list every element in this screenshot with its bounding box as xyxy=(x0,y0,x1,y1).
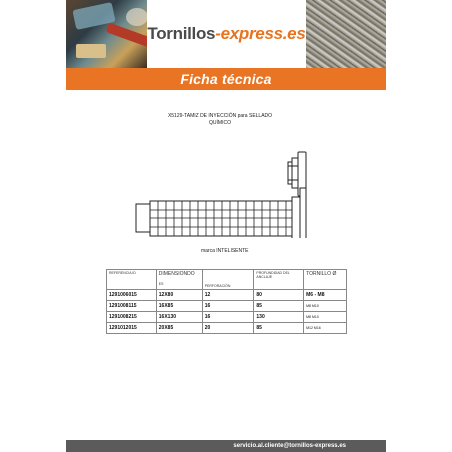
col-header-screw: TORNILLO Ø xyxy=(304,270,347,290)
cell-depth: 85 xyxy=(254,301,304,312)
cell-depth: 80 xyxy=(254,290,304,301)
sieve-drawing xyxy=(130,148,320,238)
screws-photo xyxy=(306,0,387,68)
title-bar xyxy=(66,68,386,90)
product-description xyxy=(150,113,290,127)
cell-screw: M8 M10 xyxy=(304,312,347,323)
cell-ref: 1291008215 xyxy=(107,312,157,323)
col-header-dim-sub: ES xyxy=(158,282,164,286)
cell-dim: 16X130 xyxy=(156,312,202,323)
logo-domain: -express.es xyxy=(215,24,306,43)
cell-screw: M6 - M8 xyxy=(304,290,347,301)
cell-depth: 130 xyxy=(254,312,304,323)
cell-perf: 16 xyxy=(202,301,254,312)
tools-photo xyxy=(66,0,147,68)
col-header-dim-label: DIMENSIONDO xyxy=(158,271,195,277)
cell-screw: M12 M16 xyxy=(304,323,347,334)
logo-area xyxy=(147,0,305,68)
description-line-2: QUÍMICO xyxy=(209,120,231,126)
cell-perf: 20 xyxy=(202,323,254,334)
page-title: Ficha técnica xyxy=(180,71,272,87)
logo-brand: Tornillos xyxy=(147,24,216,43)
spec-table xyxy=(106,269,347,334)
cell-ref: 1291006015 xyxy=(107,290,157,301)
footer-email-link[interactable]: servicio.al.cliente@tornillos-express.es xyxy=(233,443,346,449)
col-header-ref: REFERENCIA ID xyxy=(107,270,157,290)
col-header-dim xyxy=(156,270,202,290)
cell-screw: M8 M10 xyxy=(304,301,347,312)
cell-dim: 16X85 xyxy=(156,301,202,312)
cell-ref: 1291008115 xyxy=(107,301,157,312)
logo[interactable] xyxy=(147,24,305,44)
cell-ref: 1291012015 xyxy=(107,323,157,334)
cell-dim: 12X80 xyxy=(156,290,202,301)
description-line-1: X5129-TAMIZ DE INYECCIÓN para SELLADO xyxy=(167,113,273,119)
table-header-row xyxy=(107,270,347,290)
cell-depth: 85 xyxy=(254,323,304,334)
cell-dim: 20X85 xyxy=(156,323,202,334)
header-banner xyxy=(66,0,386,68)
table-row xyxy=(107,323,347,334)
table-row xyxy=(107,290,347,301)
col-header-perf: PERFORACIÓN xyxy=(202,270,254,290)
brand-line: marca INTELISENTE xyxy=(201,248,249,254)
table-row xyxy=(107,312,347,323)
cell-perf: 12 xyxy=(202,290,254,301)
table-row xyxy=(107,301,347,312)
cell-perf: 16 xyxy=(202,312,254,323)
col-header-depth: PROFUNDIDAD DEL ANCLAJE xyxy=(254,270,304,290)
footer-bar xyxy=(66,440,386,452)
